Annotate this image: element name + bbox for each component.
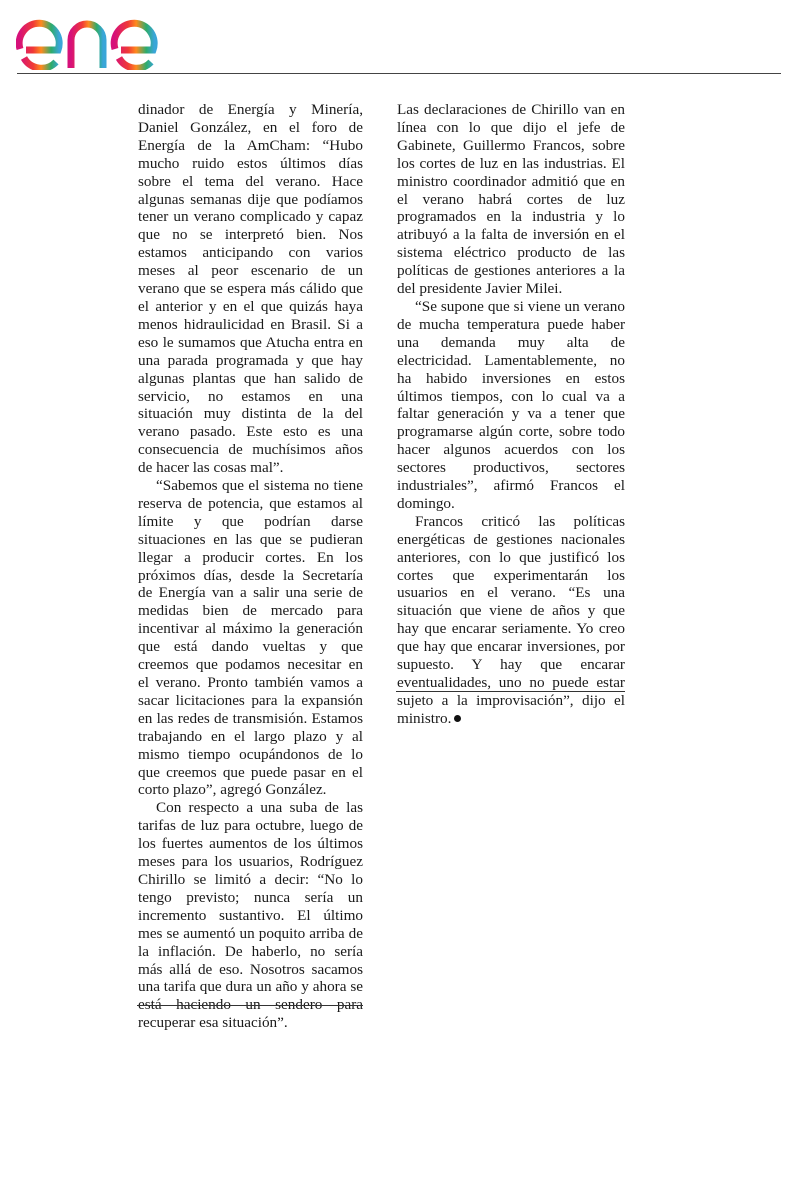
paragraph: Con respecto a una suba de las tarifas de luz para octubre, luego de los fuertes aumentos de los últimos meses para los usuarios, Rodríguez Chirillo se limitó a decir: “No lo tengo previsto; nunca sería un incremento sustantivo. El último mes se aumentó un poquito arriba de la inflación. De haberlo, no sería más allá de eso. Nosotros sacamos una tarifa que dura un año y ahora se está haciendo un sendero para recuperar esa situación”. bbox=[138, 799, 363, 1032]
end-of-article-bullet-icon bbox=[454, 715, 461, 722]
column-2-end-rule bbox=[396, 691, 625, 692]
column-1-end-rule bbox=[137, 1005, 363, 1006]
paragraph bbox=[397, 513, 625, 728]
paragraph: dinador de Energía y Minería, Daniel González, en el foro de Energía de la AmCham: “Hubo mucho ruido estos últimos días sobre el tema del verano. Hace algunas semanas dije que podíamos tener un verano complicado y capaz que no se interpretó bien. Nos estamos anticipando con varios meses al peor escenario de un verano que se espera más cálido que el anterior y en el que quizás haya menos hidraulicidad en Brasil. Si a eso le sumamos que Atucha entra en una parada programada y que hay algunas plantas que han salido de servicio, no estamos en una situación muy distinta de la del verano pasado. Este esto es una consecuencia de muchísimos años de hacer las cosas mal”. bbox=[138, 101, 363, 477]
article-column-1 bbox=[138, 101, 363, 1032]
paragraph: “Sabemos que el sistema no tiene reserva de potencia, que estamos al límite y que podrían darse situaciones en las que se pudieran llegar a producir cortes. En los próximos días, desde la Secretaría de Energía van a salir una serie de medidas bien de mercado para incentivar al máximo la generación que está dando vueltas y que creemos que podamos necesitar en el verano. Pronto también vamos a sacar licitaciones para la expansión en las redes de transmisión. Estamos trabajando en el largo plazo y al mismo tiempo ocupándonos de lo que creemos que puede pasar en el corto plazo”, agregó González. bbox=[138, 477, 363, 799]
article-column-2 bbox=[397, 101, 625, 728]
enel-logo bbox=[16, 6, 186, 70]
enel-logo-graphic bbox=[16, 6, 186, 70]
header-divider bbox=[17, 73, 781, 74]
paragraph: Las declaraciones de Chirillo van en línea con lo que dijo el jefe de Gabinete, Guillermo Francos, sobre los cortes de luz en las industrias. El ministro coordinador admitió que en el verano habrá cortes de luz programados en la industria y lo atribuyó a la falta de inversión en el sistema eléctrico producto de las políticas de gestiones anteriores a la del presidente Javier Milei. bbox=[397, 101, 625, 298]
paragraph: “Se supone que si viene un verano de mucha temperatura puede haber una demanda muy alta de electricidad. Lamentablemente, no ha habido inversiones en estos últimos tiempos, con lo cual va a faltar generación y va a tener que programarse algún corte, sobre todo hacer algunos acuerdos con los sectores productivos, sectores industriales”, afirmó Francos el domingo. bbox=[397, 297, 625, 512]
paragraph-text: Francos criticó las políticas energéticas de gestiones nacionales anteriores, con lo que justificó los cortes que experimentarán los usuarios en el verano. “Es una situación que viene de años y que hay que encarar seriamente. Yo creo que hay que encarar inversiones, por supuesto. Y hay que encarar eventualidades, uno no puede estar sujeto a la improvisación”, dijo el ministro. bbox=[397, 512, 625, 727]
